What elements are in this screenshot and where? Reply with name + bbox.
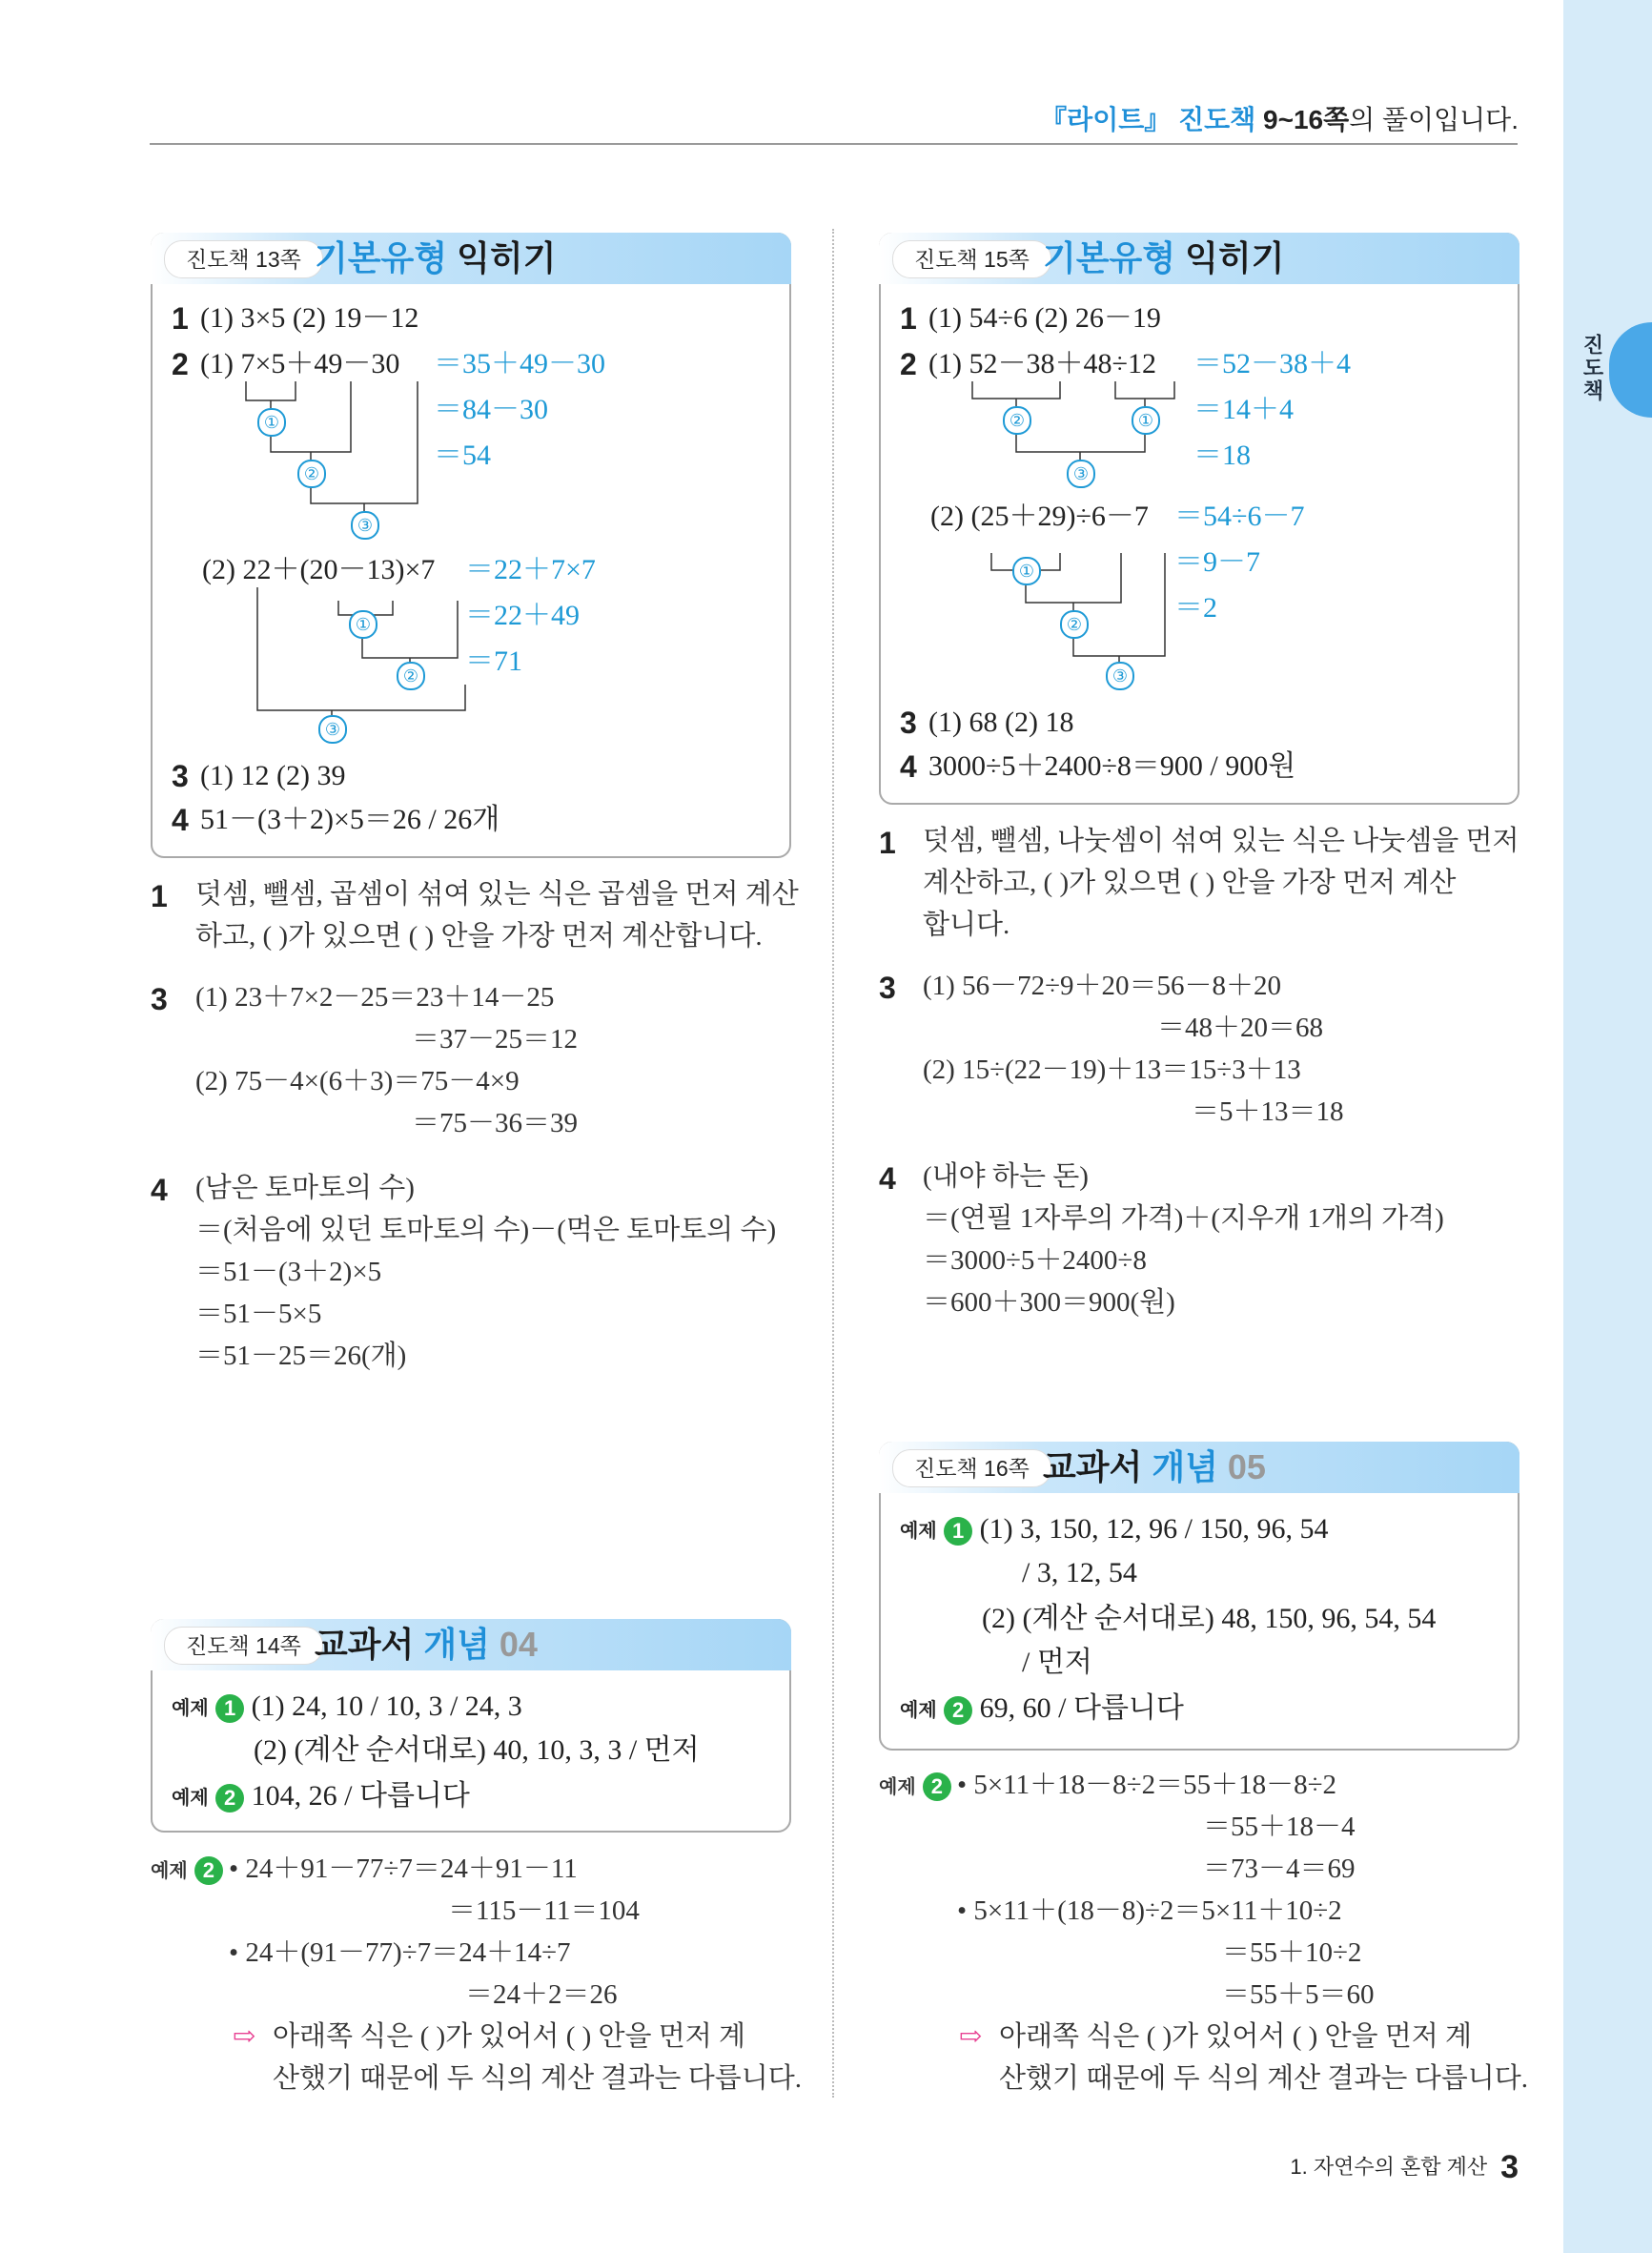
title-part: 개념 bbox=[1152, 1447, 1218, 1486]
example-answer: (1) 3, 150, 12, 96 / 150, 96, 54 bbox=[979, 1513, 1329, 1545]
example-answer: 104, 26 / 다릅니다 bbox=[251, 1780, 470, 1812]
page-tag: 진도책 14쪽 bbox=[164, 1627, 323, 1665]
explanation-number: 4 bbox=[879, 1161, 896, 1196]
example-number: 2 bbox=[944, 1696, 972, 1725]
step-circle-2: ② bbox=[397, 662, 425, 690]
page-tag: 진도책 15쪽 bbox=[892, 240, 1051, 278]
header-book: 『라이트』 bbox=[1040, 105, 1172, 134]
step-result: ＝22＋7×7 bbox=[465, 554, 596, 585]
box-header bbox=[879, 1442, 1519, 1493]
explanation-line: • 24＋(91－77)÷7＝24＋14÷7 bbox=[229, 1937, 571, 1968]
title-part: 04 bbox=[489, 1625, 538, 1664]
step-circle-3: ③ bbox=[351, 511, 379, 540]
step-result: ＝52－38＋4 bbox=[1193, 348, 1351, 379]
header-range: 9~16쪽 bbox=[1263, 105, 1350, 134]
step-circle-1: ① bbox=[257, 408, 286, 437]
example-label: 예제 bbox=[172, 1698, 209, 1720]
title-part: 05 bbox=[1217, 1447, 1266, 1486]
example-answer: 69, 60 / 다릅니다 bbox=[979, 1692, 1184, 1724]
expression: (1) 52－38＋48÷12 bbox=[928, 348, 1156, 379]
explanation-line: (2) 15÷(22－19)＋13＝15÷3＋13 bbox=[923, 1055, 1301, 1085]
step-result: ＝84－30 bbox=[434, 394, 548, 425]
explanation-head bbox=[151, 1848, 223, 1892]
example-answer: / 3, 12, 54 bbox=[1022, 1557, 1137, 1588]
step-result: ＝35＋49－30 bbox=[434, 348, 605, 379]
title-part: 개념 bbox=[423, 1625, 490, 1664]
explanation-number: 3 bbox=[879, 971, 896, 1005]
answer-number: 3 bbox=[172, 759, 189, 793]
example-row bbox=[172, 1688, 522, 1728]
explanation-line: ＝24＋2＝26 bbox=[465, 1979, 618, 2010]
example-answer: (1) 24, 10 / 10, 3 / 24, 3 bbox=[251, 1690, 522, 1722]
explanation-line: (남은 토마토의 수) bbox=[195, 1173, 415, 1203]
answer-number: 4 bbox=[172, 803, 189, 837]
answer-text: (1) 3×5 (2) 19－12 bbox=[200, 302, 419, 334]
answer-number: 2 bbox=[172, 347, 189, 381]
header-book-mid: 진도책 bbox=[1171, 105, 1264, 134]
box-title bbox=[1043, 1445, 1266, 1489]
title-part: 교과서 bbox=[1043, 1447, 1152, 1486]
step-result: ＝22＋49 bbox=[465, 600, 580, 631]
explanation-line: ＝5＋13＝18 bbox=[1192, 1096, 1344, 1127]
answer-number: 1 bbox=[900, 301, 917, 336]
explanation-line: ＝51－(3＋2)×5 bbox=[195, 1257, 382, 1287]
explanation-line: 산했기 때문에 두 식의 계산 결과는 다릅니다. bbox=[999, 2063, 1529, 2094]
example-answer: (2) (계산 순서대로) 48, 150, 96, 54, 54 bbox=[982, 1603, 1437, 1634]
step-circle-1: ① bbox=[1132, 406, 1160, 435]
explanation-line: (내야 하는 돈) bbox=[923, 1161, 1089, 1192]
expression: (2) (25＋29)÷6－7 bbox=[930, 501, 1149, 532]
explanation-line: ＝115－11＝104 bbox=[448, 1895, 640, 1926]
example-row bbox=[900, 1510, 1328, 1550]
step-result: ＝14＋4 bbox=[1193, 394, 1294, 425]
explanation-number: 3 bbox=[151, 982, 168, 1016]
explanation-line: ＝37－25＝12 bbox=[412, 1024, 579, 1055]
explanation-line: ＝48＋20＝68 bbox=[1157, 1013, 1324, 1043]
explanation-line: (1) 56－72÷9＋20＝56－8＋20 bbox=[923, 971, 1281, 1001]
title-part: 익히기 bbox=[1175, 238, 1285, 277]
step-circle-3: ③ bbox=[1067, 460, 1095, 488]
explanation-line: ＝600＋300＝900(원) bbox=[923, 1287, 1175, 1318]
explanation-line: ＝(연필 1자루의 가격)＋(지우개 1개의 가격) bbox=[923, 1203, 1444, 1234]
answer-number: 1 bbox=[172, 301, 189, 336]
explanation-line: • 24＋91－77÷7＝24＋91－11 bbox=[229, 1854, 578, 1884]
explanation-line: ＝(처음에 있던 토마토의 수)－(먹은 토마토의 수) bbox=[195, 1215, 777, 1245]
explanation-line: • 5×11＋18－8÷2＝55＋18－8÷2 bbox=[957, 1770, 1337, 1800]
step-circle-2: ② bbox=[1003, 406, 1031, 435]
explanation-line: • 5×11＋(18－8)÷2＝5×11＋10÷2 bbox=[957, 1895, 1342, 1926]
explanation-line: 아래쪽 식은 ( )가 있어서 ( ) 안을 먼저 계 bbox=[999, 2021, 1473, 2052]
expression: (1) 7×5＋49－30 bbox=[200, 348, 400, 379]
answer-text: (1) 54÷6 (2) 26－19 bbox=[928, 302, 1161, 334]
explanation-line: ＝55＋10÷2 bbox=[1222, 1937, 1362, 1968]
arrow-icon: ⇨ bbox=[233, 2021, 256, 2052]
explanation-number: 1 bbox=[879, 826, 896, 860]
answer-number: 4 bbox=[900, 749, 917, 784]
step-result: ＝2 bbox=[1174, 592, 1217, 624]
example-number: 1 bbox=[944, 1517, 972, 1546]
explanation-line: (2) 75－4×(6＋3)＝75－4×9 bbox=[195, 1066, 520, 1096]
step-circle-3: ③ bbox=[318, 715, 347, 744]
answer-number: 2 bbox=[900, 347, 917, 381]
explanation-line: 덧셈, 뺄셈, 나눗셈이 섞여 있는 식은 나눗셈을 먼저 bbox=[923, 826, 1519, 856]
explanation-line: 하고, ( )가 있으면 ( ) 안을 가장 먼저 계산합니다. bbox=[195, 921, 763, 952]
explanation-line: ＝51－25＝26(개) bbox=[195, 1341, 407, 1371]
title-part: 교과서 bbox=[315, 1625, 424, 1664]
explanation-line: 합니다. bbox=[923, 910, 1010, 940]
explanation-line: ＝51－5×5 bbox=[195, 1299, 322, 1329]
explanation-line: ＝75－36＝39 bbox=[412, 1108, 579, 1138]
example-row bbox=[172, 1777, 470, 1817]
answer-text: (1) 12 (2) 39 bbox=[200, 760, 346, 791]
answer-text: 3000÷5＋2400÷8＝900 / 900원 bbox=[928, 750, 1296, 782]
explanation-head bbox=[879, 1764, 951, 1808]
step-circle-2: ② bbox=[1060, 610, 1089, 639]
explanation-line: 아래쪽 식은 ( )가 있어서 ( ) 안을 먼저 계 bbox=[273, 2021, 746, 2052]
example-label: 예제 bbox=[879, 1776, 916, 1798]
page-number: 3 bbox=[1500, 2149, 1519, 2185]
example-number: 1 bbox=[215, 1694, 244, 1723]
explanation-line: 계산하고, ( )가 있으면 ( ) 안을 가장 먼저 계산 bbox=[923, 868, 1457, 898]
step-result: ＝18 bbox=[1193, 440, 1251, 471]
example-label: 예제 bbox=[151, 1860, 188, 1882]
example-answer: / 먼저 bbox=[1022, 1647, 1092, 1678]
step-circle-1: ① bbox=[349, 610, 377, 639]
step-result: ＝9－7 bbox=[1174, 546, 1260, 578]
explanation-number: 1 bbox=[151, 879, 168, 913]
explanation-line: 산했기 때문에 두 식의 계산 결과는 다릅니다. bbox=[273, 2063, 803, 2094]
answer-text: (1) 68 (2) 18 bbox=[928, 707, 1074, 738]
step-result: ＝71 bbox=[465, 645, 522, 677]
explanation-line: ＝73－4＝69 bbox=[1203, 1854, 1356, 1884]
explanation-line: (1) 23＋7×2－25＝23＋14－25 bbox=[195, 982, 555, 1013]
example-number: 2 bbox=[194, 1856, 223, 1885]
example-row bbox=[900, 1690, 1184, 1730]
explanation-number: 4 bbox=[151, 1173, 168, 1207]
expression: (2) 22＋(20－13)×7 bbox=[202, 554, 436, 585]
side-tab-label: 진도책 bbox=[1581, 334, 1604, 402]
page-footer bbox=[1290, 2149, 1519, 2186]
header-suffix: 의 풀이입니다. bbox=[1349, 105, 1519, 134]
explanation-line: ＝3000÷5＋2400÷8 bbox=[923, 1245, 1147, 1276]
example-number: 2 bbox=[923, 1772, 951, 1801]
example-answer: (2) (계산 순서대로) 40, 10, 3, 3 / 먼저 bbox=[254, 1734, 700, 1766]
step-circle-3: ③ bbox=[1106, 662, 1134, 690]
title-part: 기본유형 bbox=[315, 238, 448, 277]
example-label: 예제 bbox=[172, 1788, 209, 1810]
example-number: 2 bbox=[215, 1784, 244, 1813]
explanation-line: ＝55＋5＝60 bbox=[1222, 1979, 1375, 2010]
explanation-line: ＝55＋18－4 bbox=[1203, 1812, 1356, 1842]
arrow-icon: ⇨ bbox=[959, 2021, 983, 2052]
example-label: 예제 bbox=[900, 1700, 937, 1722]
explanation-line: 덧셈, 뺄셈, 곱셈이 섞여 있는 식은 곱셈을 먼저 계산 bbox=[195, 879, 799, 910]
chapter-title: 1. 자연수의 혼합 계산 bbox=[1290, 2155, 1488, 2179]
answer-number: 3 bbox=[900, 706, 917, 740]
box-header bbox=[151, 1619, 791, 1670]
page-tag: 진도책 13쪽 bbox=[164, 240, 323, 278]
step-circle-1: ① bbox=[1012, 557, 1041, 585]
step-result: ＝54÷6－7 bbox=[1174, 501, 1305, 532]
box-title bbox=[315, 1623, 538, 1667]
step-result: ＝54 bbox=[434, 440, 491, 471]
title-part: 기본유형 bbox=[1043, 238, 1176, 277]
step-circle-2: ② bbox=[297, 460, 326, 488]
example-label: 예제 bbox=[900, 1521, 937, 1543]
title-part: 익히기 bbox=[447, 238, 557, 277]
answer-text: 51－(3＋2)×5＝26 / 26개 bbox=[200, 804, 500, 835]
page-tag: 진도책 16쪽 bbox=[892, 1449, 1051, 1487]
